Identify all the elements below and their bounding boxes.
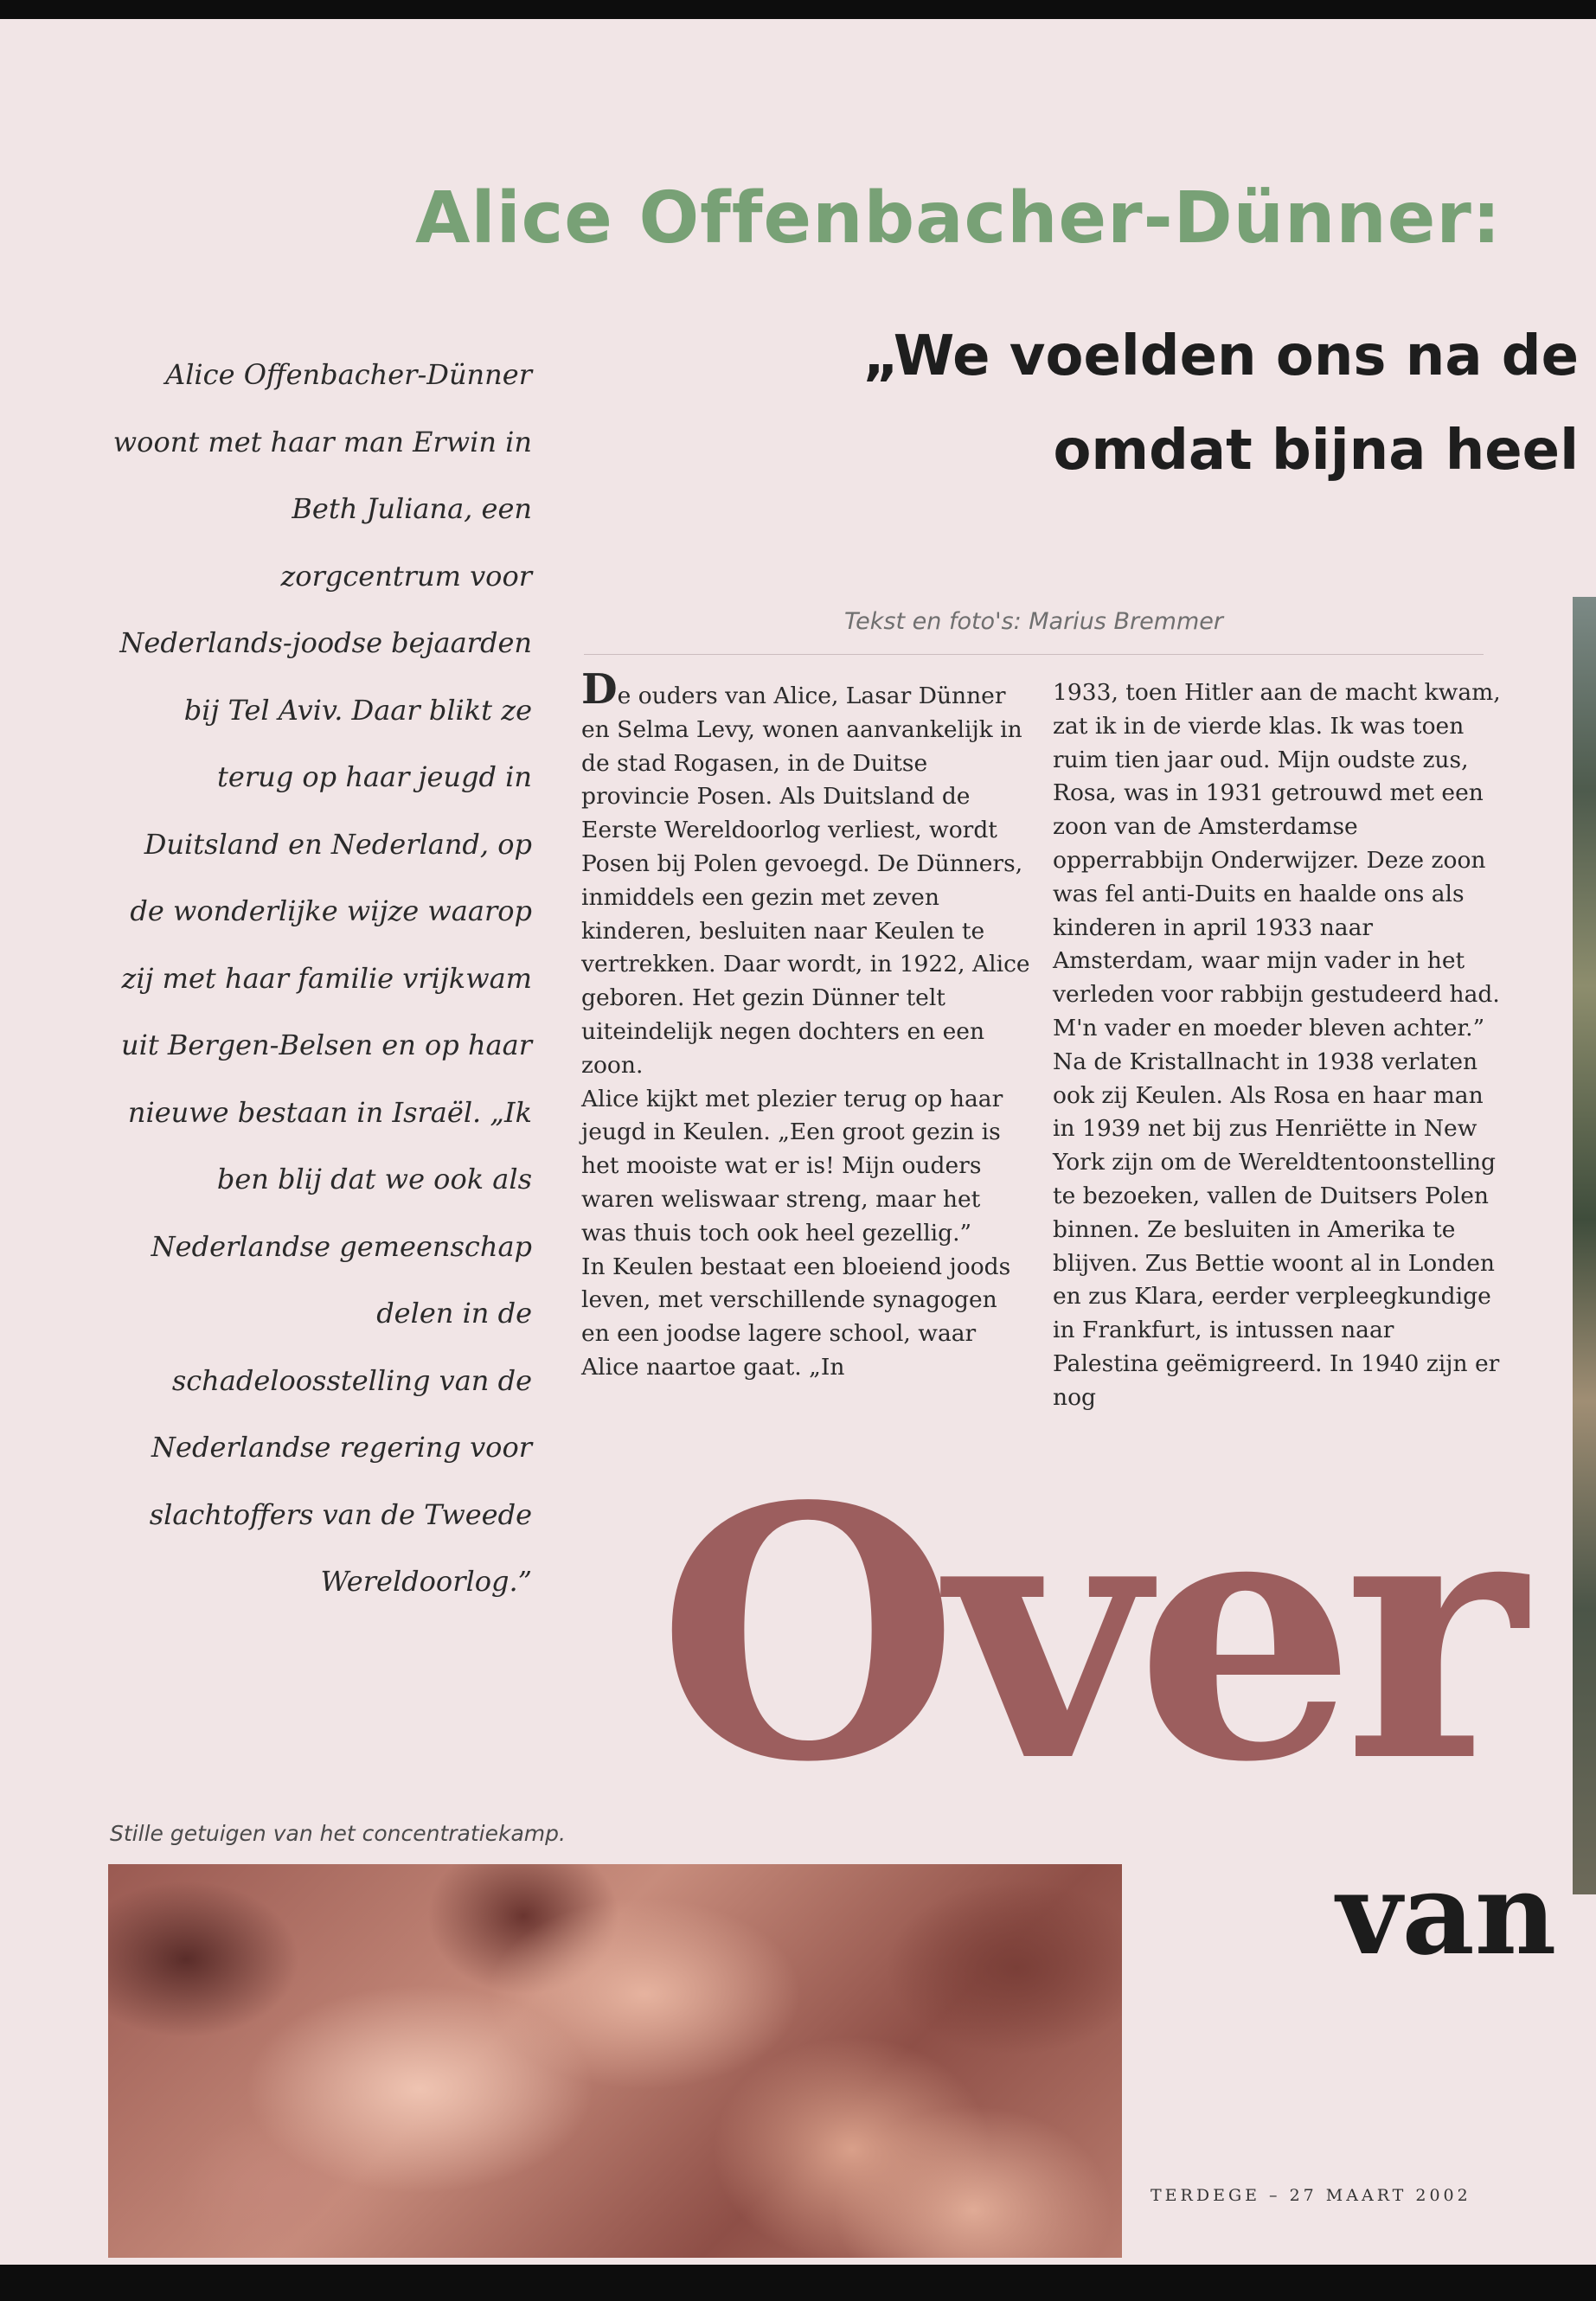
- paragraph: 1933, toen Hitler aan de macht kwam, zat ik in de vierde klas. Ik was toen ruim tien jaar oud. Mijn oudste zus, Rosa, was in 1931 getrouwd met een zoon van de Amsterdamse opperrabbijn Onderwijzer. Deze zoon was fel anti-Duits en haalde ons als kinderen in april 1933 naar Amsterdam, waar mijn vader in het verleden voor rabbijn gestudeerd had. M'n vader en moeder bleven achter.”: [1053, 679, 1501, 1042]
- article-title: Alice Offenbacher-Dünner:: [415, 177, 1502, 260]
- intro-text: Alice Offenbacher-Dünner woont met haar man Erwin in Beth Juliana, een zorgcentrum voor Nederlands-joodse bejaarden bij Tel Aviv. Daar blikt ze terug op haar jeugd in Duitsland en Nederland, op de wonderlijke wijze waarop zij met haar familie vrijkwam uit Bergen-Belsen en op haar nieuwe bestaan in Israël. „Ik ben blij dat we ook als Nederlandse gemeenschap delen in de schadeloosstelling van de Nederlandse regering voor slachtoffers van de Tweede Wereldoorlog.”: [112, 358, 532, 1598]
- page-footer: TERDEGE – 27 MAART 2002: [1151, 2186, 1471, 2205]
- paragraph: [581, 665, 1031, 1083]
- subtitle-line-2: omdat bijna heel: [1053, 419, 1579, 483]
- credit-divider: [584, 654, 1484, 655]
- body-column-1: [581, 665, 1031, 1385]
- big-headline-word-2: van: [1336, 1848, 1557, 1980]
- paragraph-text: e ouders van Alice, Lasar Dünner en Selma Levy, wonen aanvankelijk in de stad Rogasen, in de Duitse provincie Posen. Als Duitsland de Eerste Wereldoorlog verliest, wordt Posen bij Polen gevoegd. De Dünners, inmiddels een gezin met zeven kinderen, besluiten naar Keulen te vertrekken. Daar wordt, in 1922, Alice geboren. Het gezin Dünner telt uiteindelijk negen dochters en een zoon.: [581, 683, 1030, 1079]
- big-headline-word: Over: [657, 1432, 1515, 1838]
- photo-caption: Stille getuigen van het concentratiekamp.: [110, 1821, 566, 1846]
- paragraph: Alice kijkt met plezier terug op haar jeugd in Keulen. „Een groot gezin is het mooiste wat er is! Mijn ouders waren weliswaar streng, maar het was thuis toch ook heel gezellig.”: [581, 1085, 1003, 1247]
- body-column-2: [1053, 676, 1503, 1415]
- paragraph: Na de Kristallnacht in 1938 verlaten ook zij Keulen. Als Rosa en haar man in 1939 net bij zus Henriëtte in New York zijn om de Wereldtentoonstelling te bezoeken, vallen de Duitsers Polen binnen. Ze besluiten in Amerika te blijven. Zus Bettie woont al in Londen en zus Klara, eerder verpleegkundige in Frankfurt, is intussen naar Palestina geëmigreerd. In 1940 zijn er nog: [1053, 1048, 1500, 1411]
- paragraph: In Keulen bestaat een bloeiend joods leven, met verschillende synagogen en een joodse lagere school, waar Alice naartoe gaat. „In: [581, 1253, 1011, 1381]
- shoes-photo: [108, 1864, 1122, 2258]
- right-photo-edge: [1573, 597, 1596, 1894]
- top-border: [0, 0, 1596, 19]
- bottom-border: [0, 2265, 1596, 2301]
- subtitle-line-1: „We voelden ons na de: [862, 324, 1579, 388]
- drop-cap: D: [581, 665, 618, 714]
- author-credit: Tekst en foto's: Marius Bremmer: [844, 608, 1223, 635]
